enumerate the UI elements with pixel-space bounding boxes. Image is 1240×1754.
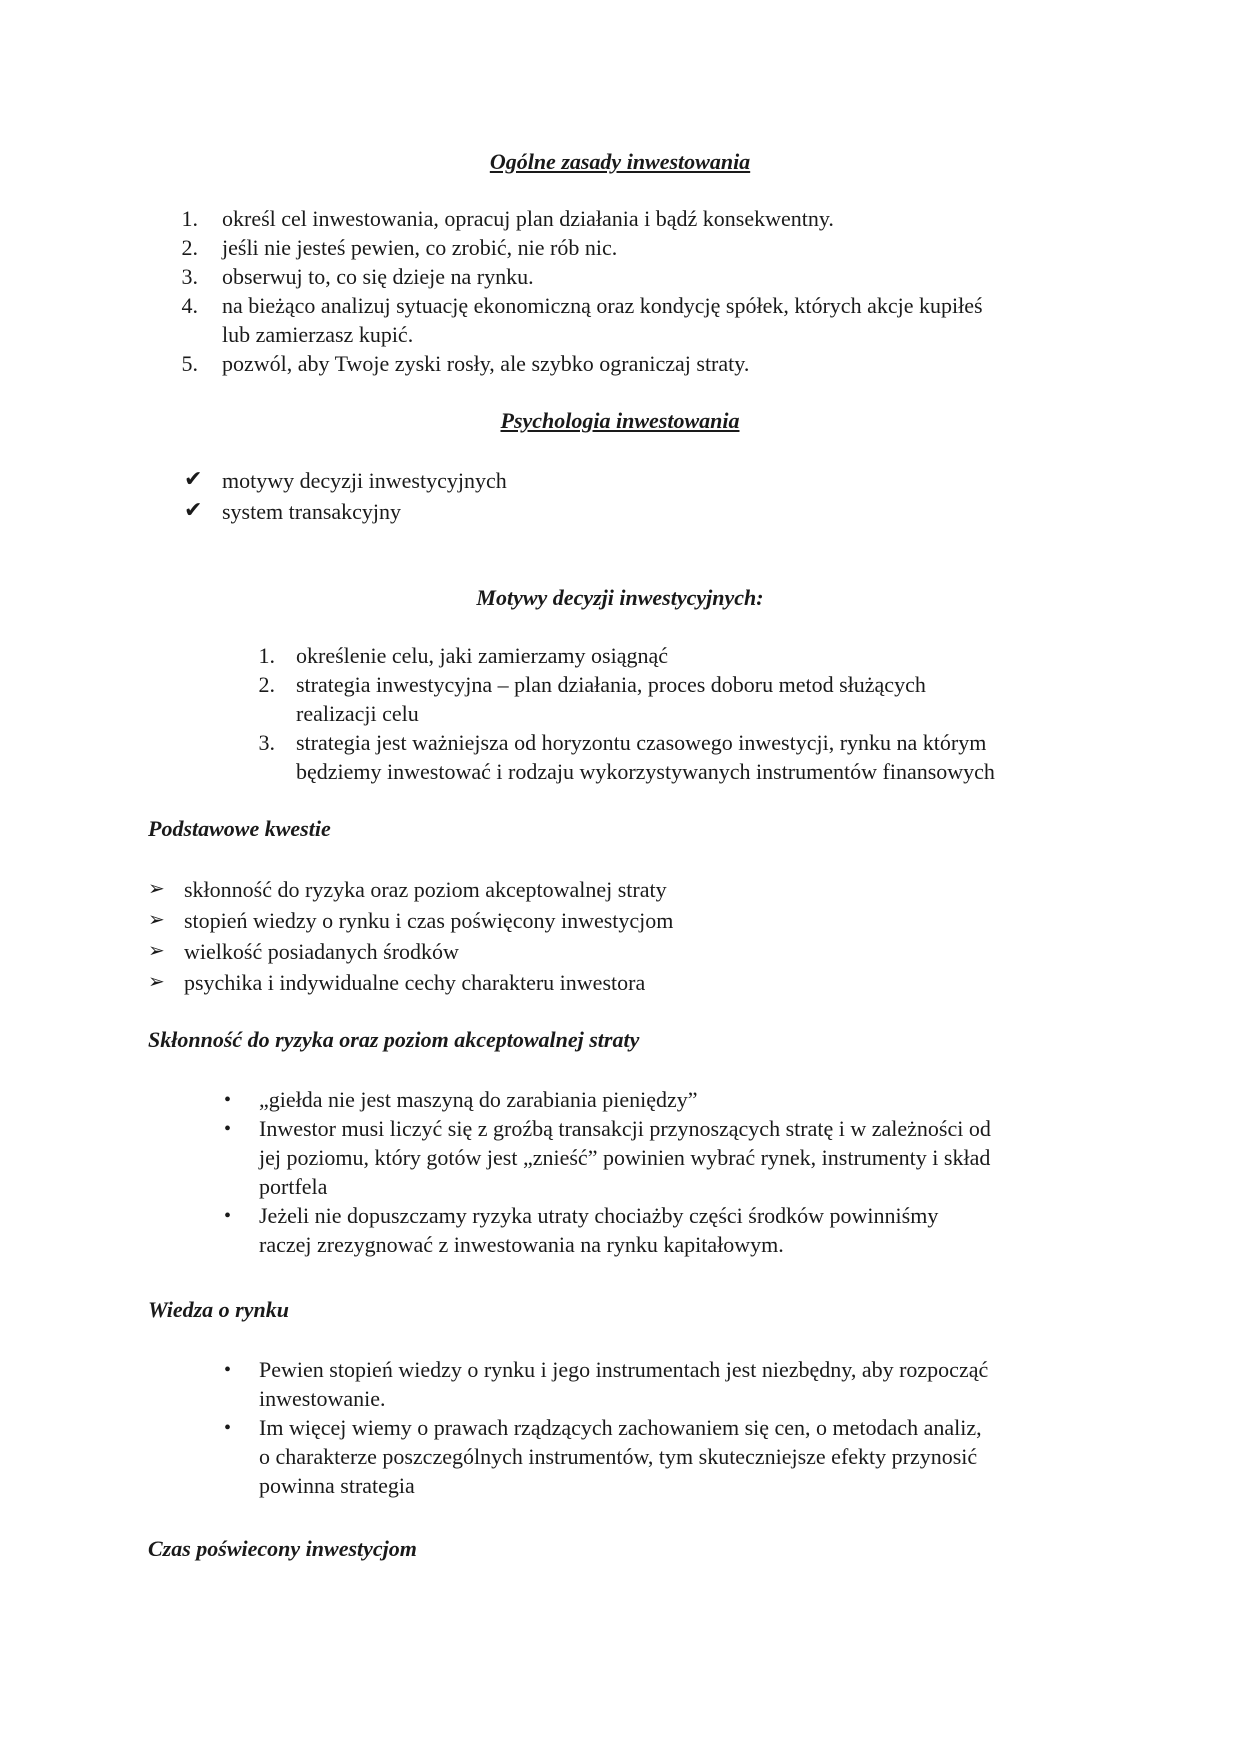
list-item: stopień wiedzy o rynku i czas poświęcony inwestycjom <box>184 908 674 933</box>
bullet-icon: • <box>224 1089 232 1111</box>
list-item: pozwól, aby Twoje zyski rosły, ale szybko ograniczaj straty. <box>222 351 750 376</box>
list-number: 3. <box>258 730 275 755</box>
list-number: 3. <box>181 264 198 289</box>
list-item-continuation: jej poziomu, który gotów jest „znieść” powinien wybrać rynek, instrumenty i skład <box>259 1145 991 1170</box>
list-item: wielkość posiadanych środków <box>184 939 459 964</box>
list-number: 1. <box>181 206 198 231</box>
list-item-continuation: realizacji celu <box>296 701 419 726</box>
list-number: 4. <box>181 293 198 318</box>
list-item: strategia inwestycyjna – plan działania, proces doboru metod służących <box>296 672 926 697</box>
list-item: psychika i indywidualne cechy charakteru inwestora <box>184 970 646 995</box>
list-item: określ cel inwestowania, opracuj plan działania i bądź konsekwentny. <box>222 206 834 231</box>
arrow-bullet-icon: ➢ <box>148 878 165 900</box>
arrow-bullet-icon: ➢ <box>148 940 165 962</box>
list-item: na bieżąco analizuj sytuację ekonomiczną oraz kondycję spółek, których akcje kupiłeś <box>222 293 983 318</box>
bullet-icon: • <box>224 1118 232 1140</box>
list-item: Pewien stopień wiedzy o rynku i jego instrumentach jest niezbędny, aby rozpocząć <box>259 1357 989 1382</box>
list-item-continuation: raczej zrezygnować z inwestowania na rynku kapitałowym. <box>259 1232 784 1257</box>
list-item-continuation: o charakterze poszczególnych instrumentów, tym skuteczniejsze efekty przynosić <box>259 1444 978 1469</box>
list-number: 5. <box>181 351 198 376</box>
arrow-bullet-icon: ➢ <box>148 909 165 931</box>
list-item: określenie celu, jaki zamierzamy osiągnąć <box>296 643 668 668</box>
list-item-continuation: będziemy inwestować i rodzaju wykorzystywanych instrumentów finansowych <box>296 759 995 784</box>
list-item: system transakcyjny <box>222 499 402 524</box>
heading-psychology: Psychologia inwestowania <box>500 408 740 433</box>
list-number: 1. <box>258 643 275 668</box>
heading-time: Czas poświecony inwestycjom <box>148 1536 417 1561</box>
list-item-continuation: portfela <box>259 1174 328 1199</box>
list-item: obserwuj to, co się dzieje na rynku. <box>222 264 534 289</box>
list-item: strategia jest ważniejsza od horyzontu czasowego inwestycji, rynku na którym <box>296 730 987 755</box>
bullet-icon: • <box>224 1205 232 1227</box>
list-item-continuation: lub zamierzasz kupić. <box>222 322 414 347</box>
bullet-icon: • <box>224 1417 232 1439</box>
checkmark-icon: ✔ <box>184 466 203 491</box>
list-item-continuation: powinna strategia <box>259 1473 415 1498</box>
heading-risk: Skłonność do ryzyka oraz poziom akceptowalnej straty <box>148 1027 640 1052</box>
heading-knowledge: Wiedza o rynku <box>148 1297 289 1322</box>
list-item: Jeżeli nie dopuszczamy ryzyka utraty chociażby części środków powinniśmy <box>259 1203 939 1228</box>
bullet-icon: • <box>224 1359 232 1381</box>
list-item: jeśli nie jesteś pewien, co zrobić, nie rób nic. <box>222 235 618 260</box>
list-item: skłonność do ryzyka oraz poziom akceptowalnej straty <box>184 877 667 902</box>
list-number: 2. <box>258 672 275 697</box>
heading-general-rules: Ogólne zasady inwestowania <box>489 149 751 174</box>
list-item: motywy decyzji inwestycyjnych <box>222 468 507 493</box>
heading-basics: Podstawowe kwestie <box>148 816 331 841</box>
list-number: 2. <box>181 235 198 260</box>
arrow-bullet-icon: ➢ <box>148 971 165 993</box>
list-item: Im więcej wiemy o prawach rządzących zachowaniem się cen, o metodach analiz, <box>259 1415 982 1440</box>
list-item-continuation: inwestowanie. <box>259 1386 386 1411</box>
heading-motives: Motywy decyzji inwestycyjnych: <box>476 585 764 610</box>
list-item: „giełda nie jest maszyną do zarabiania pieniędzy” <box>259 1087 698 1112</box>
checkmark-icon: ✔ <box>184 497 203 522</box>
list-item: Inwestor musi liczyć się z groźbą transakcji przynoszących stratę i w zależności od <box>259 1116 991 1141</box>
